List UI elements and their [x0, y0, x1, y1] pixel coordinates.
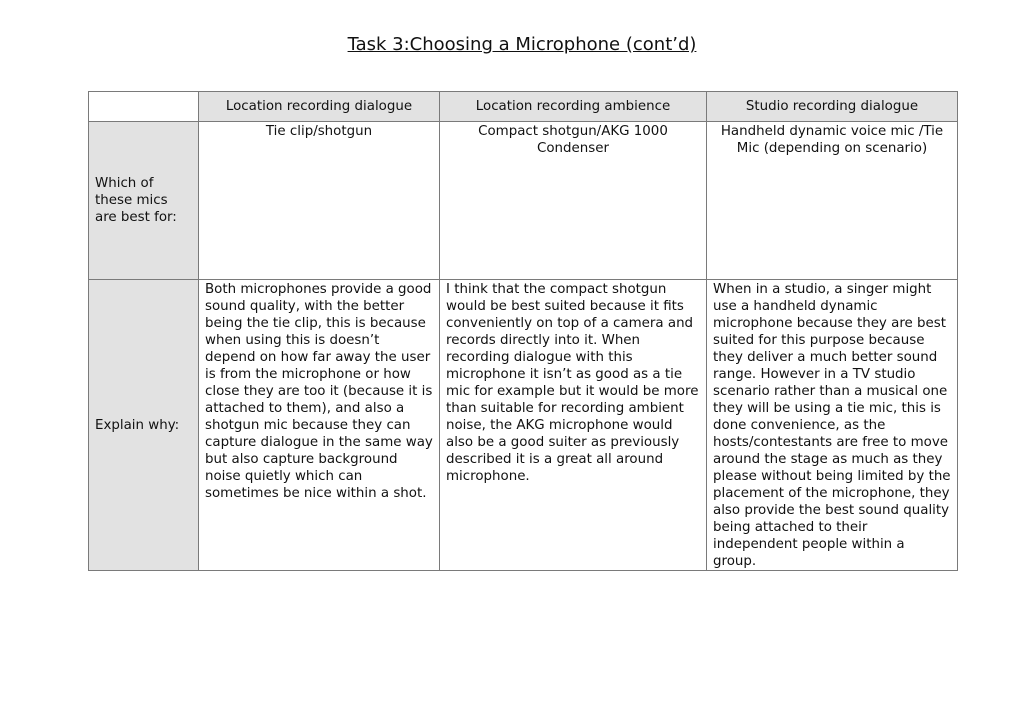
cell-mics-studio-dialogue: Handheld dynamic voice mic /Tie Mic (depending on scenario)	[707, 122, 958, 280]
header-location-dialogue: Location recording dialogue	[199, 92, 440, 122]
row-label-mics: Which of these mics are best for:	[89, 122, 199, 280]
microphone-comparison-table	[88, 91, 958, 571]
cell-mics-location-ambience: Compact shotgun/AKG 1000 Condenser	[440, 122, 707, 280]
page-title: Task 3:Choosing a Microphone (cont’d)	[347, 34, 697, 55]
header-location-ambience: Location recording ambience	[440, 92, 707, 122]
table-row	[89, 122, 958, 280]
row-label-explain: Explain why:	[89, 280, 199, 571]
table-row	[89, 280, 958, 571]
cell-why-studio-dialogue: When in a studio, a singer might use a handheld dynamic microphone because they are best suited for this purpose because they deliver a much better sound range. However in a TV studio scenario rather than a musical one they will be using a tie mic, this is done convenience, as the hosts/contestants are free to move around the stage as much as they please without being limited by the placement of the microphone, they also provide the best sound quality being attached to their independent people within a group.	[707, 280, 958, 571]
cell-why-location-dialogue: Both microphones provide a good sound quality, with the better being the tie clip, this is because when using this is doesn’t depend on how far away the user is from the microphone or how close they are too it (because it is attached to them), and also a shotgun mic because they can capture dialogue in the same way but also capture background noise quietly which can sometimes be nice within a shot.	[199, 280, 440, 571]
cell-why-location-ambience: I think that the compact shotgun would be best suited because it fits conveniently on top of a camera and records directly into it. When recording dialogue with this microphone it isn’t as good as a tie mic for example but it would be more than suitable for recording ambient noise, the AKG microphone would also be a good suiter as previously described it is a great all around microphone.	[440, 280, 707, 571]
table-header-row	[89, 92, 958, 122]
cell-mics-location-dialogue: Tie clip/shotgun	[199, 122, 440, 280]
header-corner-cell	[89, 92, 199, 122]
header-studio-dialogue: Studio recording dialogue	[707, 92, 958, 122]
